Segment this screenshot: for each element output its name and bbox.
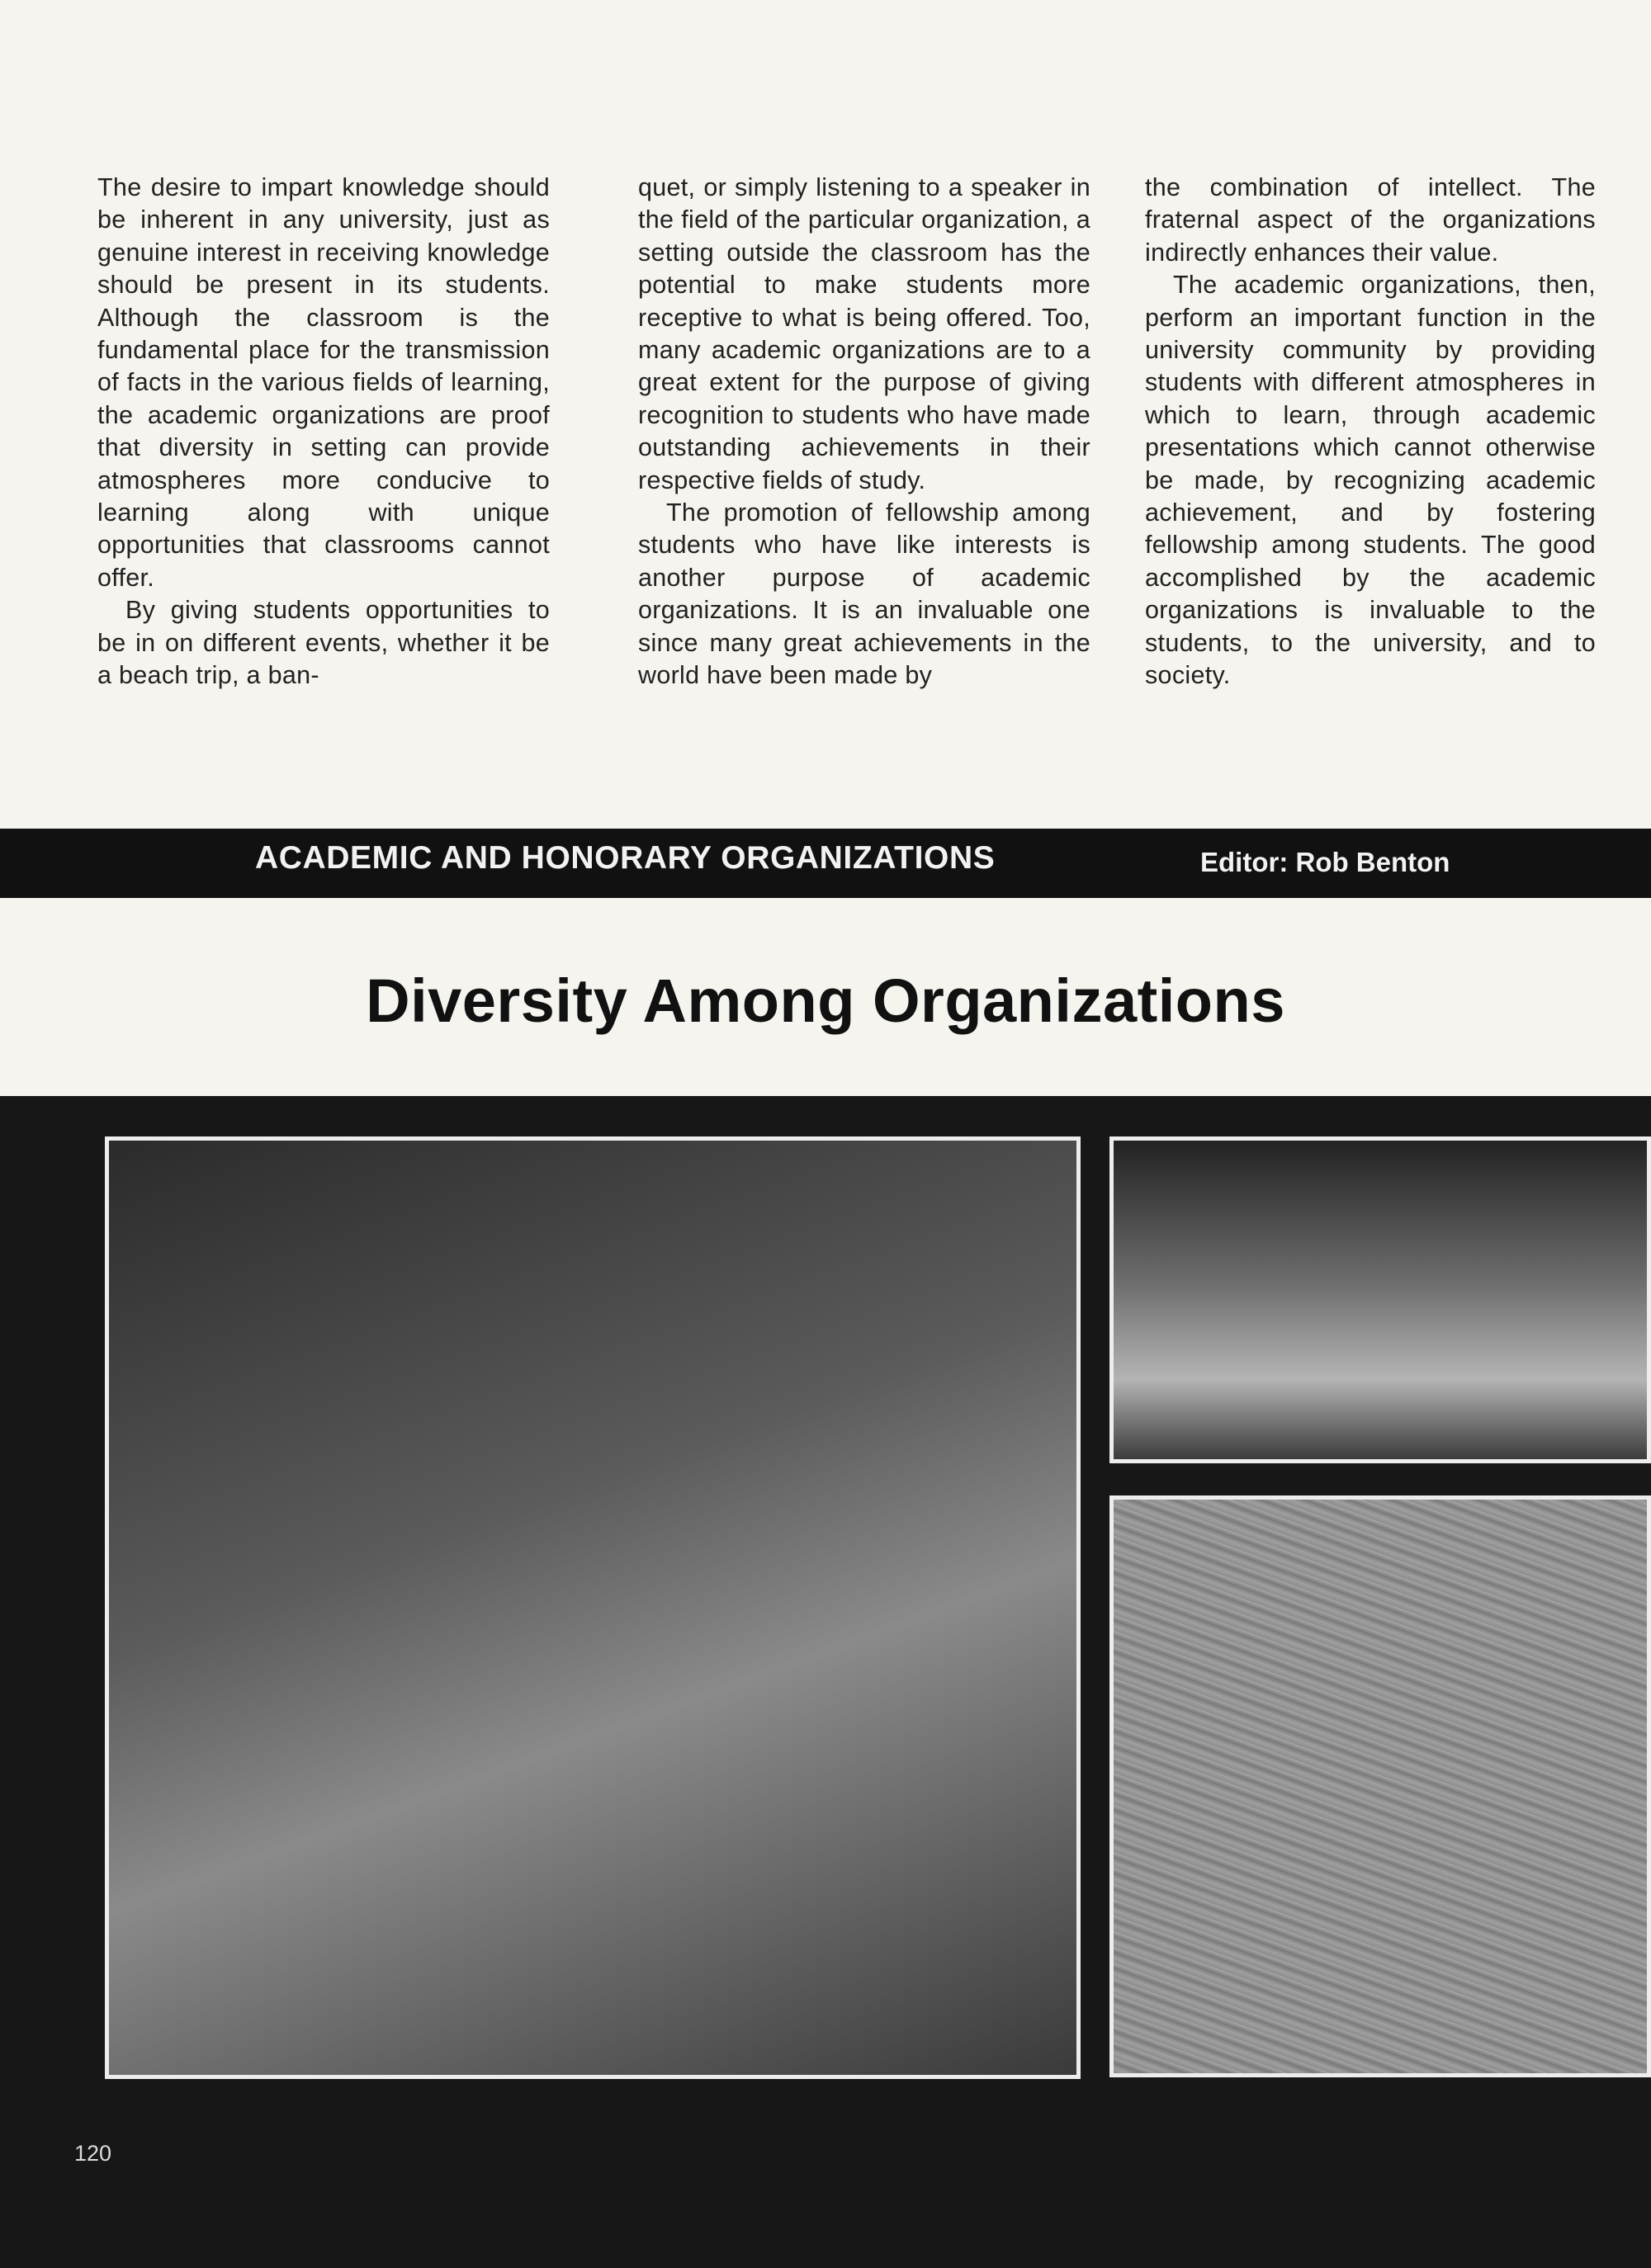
photo-men-at-bar (105, 1136, 1081, 2079)
paragraph: the combination of intellect. The fraternal aspect of the organizations indirectly enhances their value. (1145, 173, 1596, 267)
paragraph: The academic organizations, then, perform an important function in the university community by providing students with different atmospheres in which to learn, through academic presentations which cannot otherwise be made, by recognizing academic achievement, and by fostering fellowship among students. The good accomplished by the academic organizations is invaluable to the students, to the university, and to society. (1145, 271, 1596, 690)
paragraph: By giving students opportunities to be in on different events, whether it be a beach trip, a ban- (97, 596, 550, 690)
paragraph: quet, or simply listening to a speaker in the field of the particular organization, a setting outside the classroom has the potential to make students more receptive to what is being offered. Too, many academic organizations are to a great extent for the purpose of giving recognition to students who have made outstanding achievements in their respective fields of study. (638, 173, 1090, 494)
photo-banquet-tables (1109, 1136, 1651, 1463)
article-column-1 (97, 172, 550, 692)
article-column-2 (638, 172, 1090, 692)
article-column-3 (1145, 172, 1596, 692)
page-headline: Diversity Among Organizations (366, 966, 1285, 1035)
photo-students-on-hillside (1109, 1495, 1651, 2077)
paragraph: The promotion of fellowship among students who have like interests is another purpose of academic organizations. It is an invaluable one since many great achievements in the world have been made by (638, 498, 1090, 690)
page-number: 120 (74, 2141, 112, 2166)
section-title: ACADEMIC AND HONORARY ORGANIZATIONS (255, 840, 996, 876)
editor-credit: Editor: Rob Benton (1200, 847, 1450, 877)
paragraph: The desire to impart knowledge should be inherent in any university, just as genuine interest in receiving knowledge should be present in its students. Although the classroom is the fundamental place for the transmission of facts in the various fields of learning, the academic organizations are proof that diversity in setting can provide atmospheres more conducive to learning along with unique opportunities that classrooms cannot offer. (97, 173, 550, 592)
